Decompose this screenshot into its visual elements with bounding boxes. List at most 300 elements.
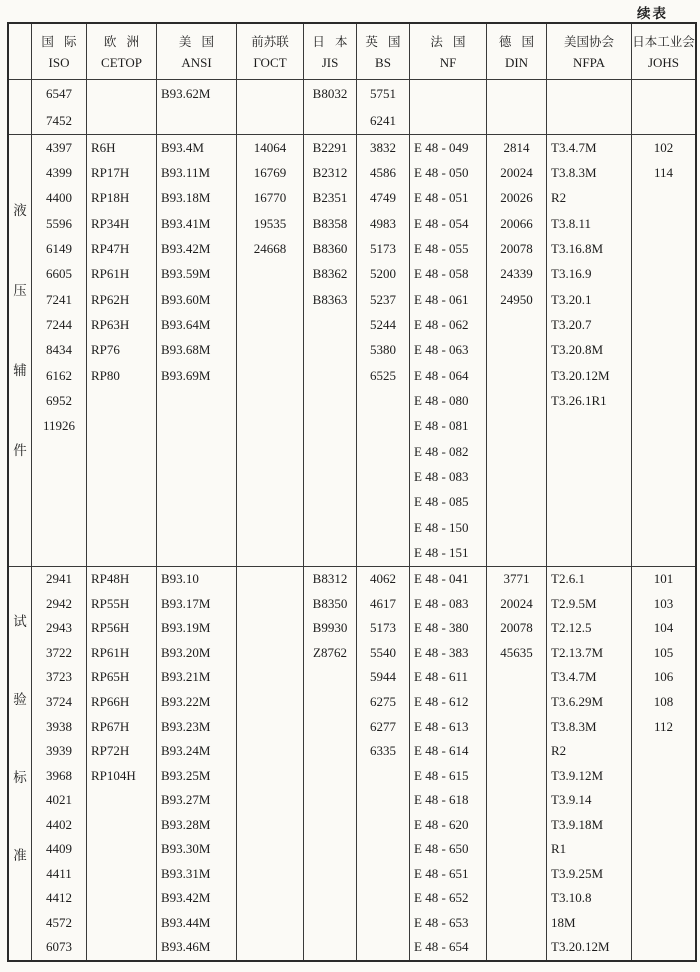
table-value: B8312 <box>312 571 348 587</box>
table-value <box>87 439 156 464</box>
table-value <box>487 80 546 107</box>
table-value: B93.27M <box>161 792 211 808</box>
table-value <box>304 541 356 566</box>
table-value: B8350 <box>312 595 348 611</box>
table-value: 4021 <box>46 792 72 808</box>
table-value <box>357 837 409 862</box>
table-value: B93.25M <box>161 767 211 783</box>
table-value <box>357 439 409 464</box>
table-value: RP67H <box>91 718 130 734</box>
header-country-name: 国 际 <box>41 35 77 49</box>
table-value <box>237 262 303 287</box>
table-value <box>487 862 546 887</box>
table-value: 4399 <box>46 165 72 181</box>
table-section-1 <box>9 134 695 566</box>
table-value: B93.46M <box>161 939 211 955</box>
table-value <box>487 911 546 936</box>
table-value <box>32 515 86 540</box>
table-value <box>87 812 156 837</box>
header-cell-ansi <box>157 24 237 79</box>
table-value: B93.62M <box>161 85 211 101</box>
table-value: 24950 <box>500 291 533 307</box>
table-value: E 48 - 085 <box>414 494 469 510</box>
table-value: 20078 <box>500 241 533 257</box>
table-value: E 48 - 050 <box>414 165 469 181</box>
table-value: E 48 - 080 <box>414 393 469 409</box>
table-value <box>357 911 409 936</box>
table-value: R1 <box>551 841 567 857</box>
table-value <box>32 541 86 566</box>
table-value <box>632 186 695 211</box>
table-value <box>87 935 156 960</box>
table-value: 5944 <box>370 669 396 685</box>
table-value <box>357 812 409 837</box>
table-value <box>304 414 356 439</box>
header-country-name: 英 国 <box>365 35 401 49</box>
table-value <box>32 490 86 515</box>
table-value: 108 <box>653 694 674 709</box>
table-value: 2814 <box>503 139 530 155</box>
table-value: B93.64M <box>161 317 211 333</box>
table-value <box>87 414 156 439</box>
table-value <box>632 812 695 837</box>
header-country-name: 美 国 <box>178 35 215 49</box>
table-value <box>632 515 695 540</box>
table-value <box>547 439 631 464</box>
table-header-row <box>9 24 695 80</box>
table-value <box>304 837 356 862</box>
table-value: T3.8.11 <box>551 215 591 231</box>
table-value <box>304 862 356 887</box>
table-value: T3.16.9 <box>551 266 592 282</box>
table-value <box>87 490 156 515</box>
table-value <box>304 812 356 837</box>
table-value: 4983 <box>370 215 396 231</box>
header-country-name: 日 本 <box>312 35 348 49</box>
header-org-abbr: ГОСТ <box>253 55 287 70</box>
table-value <box>304 107 356 134</box>
table-value <box>237 690 303 715</box>
table-value: T3.9.14 <box>551 792 592 808</box>
column-cell-ansi <box>157 80 237 134</box>
table-value: 7244 <box>46 317 72 333</box>
table-value: E 48 - 653 <box>414 914 469 930</box>
table-value <box>304 665 356 690</box>
table-value: 20026 <box>500 190 533 206</box>
table-value <box>87 464 156 489</box>
table-value <box>487 312 546 337</box>
table-value: B93.11M <box>161 165 210 181</box>
table-value: B8032 <box>312 85 348 101</box>
section-label <box>9 567 32 960</box>
table-value <box>487 107 546 134</box>
table-value <box>304 312 356 337</box>
column-cell-nfpa <box>547 567 632 960</box>
table-value: B93.21M <box>161 669 211 685</box>
table-value: B93.23M <box>161 718 211 734</box>
section-label-char: 件 <box>13 443 27 458</box>
table-value <box>237 287 303 312</box>
table-value <box>487 739 546 764</box>
table-value <box>237 592 303 617</box>
table-value: B2351 <box>312 190 348 206</box>
table-value: RP61H <box>91 644 130 660</box>
table-value: RP80 <box>91 367 120 383</box>
column-cell-gost <box>237 80 304 134</box>
table-value: 5173 <box>370 620 396 636</box>
table-value <box>304 763 356 788</box>
table-value: B93.19M <box>161 620 211 636</box>
table-value <box>632 414 695 439</box>
header-org-abbr: JOHS <box>647 55 680 70</box>
table-value: E 48 - 383 <box>414 644 469 660</box>
header-cell-johs <box>632 24 695 79</box>
table-value: 6275 <box>370 694 396 709</box>
table-value <box>487 763 546 788</box>
table-value <box>237 439 303 464</box>
table-value: T3.8.3M <box>551 165 597 181</box>
table-value <box>357 788 409 813</box>
column-cell-nf <box>410 135 487 566</box>
table-value <box>87 886 156 911</box>
table-value <box>87 788 156 813</box>
table-value: RP47H <box>91 241 130 257</box>
table-value <box>632 439 695 464</box>
continued-table-label: 续表 <box>637 6 668 21</box>
table-value <box>410 107 486 134</box>
table-value: B93.41M <box>161 215 211 231</box>
table-value: T3.20.7 <box>551 317 592 333</box>
table-value: E 48 - 611 <box>414 669 469 685</box>
table-value: RP48H <box>91 571 130 587</box>
table-value <box>304 338 356 363</box>
table-value <box>632 490 695 515</box>
table-value: 4412 <box>46 890 72 906</box>
table-value: E 48 - 651 <box>414 865 469 881</box>
table-value <box>487 837 546 862</box>
header-cell-row-label <box>9 24 32 79</box>
table-value: B93.24M <box>161 743 211 759</box>
header-org-abbr: ISO <box>48 55 70 70</box>
table-value: RP34H <box>91 215 130 231</box>
table-value: 3723 <box>46 669 72 685</box>
column-cell-din <box>487 135 547 566</box>
section-label-char: 标 <box>13 770 27 785</box>
header-country-name: 德 国 <box>498 35 535 49</box>
table-value: T2.13.7M <box>551 644 603 660</box>
table-value: B93.42M <box>161 241 211 257</box>
table-value: T3.20.8M <box>551 342 603 358</box>
table-value: B8363 <box>312 291 348 307</box>
table-value: 24339 <box>500 266 533 282</box>
table-value: B93.69M <box>161 367 211 383</box>
table-value <box>157 515 236 540</box>
table-value <box>632 80 695 107</box>
table-value <box>357 464 409 489</box>
table-value: E 48 - 061 <box>414 291 469 307</box>
table-value <box>237 388 303 413</box>
header-org-abbr: DIN <box>504 55 529 70</box>
table-value: 3724 <box>46 694 72 709</box>
table-value: E 48 - 049 <box>414 139 469 155</box>
header-org-abbr: BS <box>375 55 391 70</box>
table-value: T2.12.5 <box>551 620 592 636</box>
table-value: 4749 <box>370 190 396 206</box>
section-label-char: 验 <box>13 692 27 707</box>
table-value: E 48 - 083 <box>414 469 469 485</box>
table-value <box>304 690 356 715</box>
table-value: B8358 <box>312 215 348 231</box>
table-value: 20024 <box>500 165 533 181</box>
table-value <box>632 363 695 388</box>
table-value <box>304 439 356 464</box>
header-cell-din <box>487 24 547 79</box>
section-label-char: 液 <box>13 203 27 218</box>
table-value <box>237 515 303 540</box>
table-value: 5173 <box>370 241 396 257</box>
table-value: 6335 <box>370 743 396 759</box>
section-label <box>9 80 32 134</box>
column-cell-gost <box>237 567 304 960</box>
column-cell-jis <box>304 80 357 134</box>
table-value <box>632 788 695 813</box>
table-value: 4586 <box>370 165 396 181</box>
header-cell-jis <box>304 24 357 79</box>
table-value: RP72H <box>91 743 130 759</box>
table-value: B2291 <box>312 139 348 155</box>
table-value: 24668 <box>253 241 287 257</box>
column-cell-din <box>487 567 547 960</box>
table-value <box>237 464 303 489</box>
table-value <box>357 388 409 413</box>
table-value: R2 <box>551 190 567 206</box>
table-value: B93.20M <box>161 644 211 660</box>
table-value <box>487 439 546 464</box>
table-value: T3.20.12M <box>551 367 610 383</box>
table-value <box>632 935 695 960</box>
header-country-name: 欧 洲 <box>103 35 140 49</box>
column-cell-cetop <box>87 80 157 134</box>
table-value: E 48 - 151 <box>414 545 469 561</box>
column-cell-din <box>487 80 547 134</box>
table-value: T3.20.1 <box>551 291 592 307</box>
table-value <box>157 107 236 134</box>
table-value: RP62H <box>91 291 130 307</box>
table-value: R6H <box>91 139 116 155</box>
table-value: 7241 <box>46 291 72 307</box>
table-value <box>87 837 156 862</box>
table-value: 2942 <box>46 595 72 611</box>
table-value: E 48 - 083 <box>414 595 469 611</box>
table-value: E 48 - 618 <box>414 792 469 808</box>
table-value <box>547 80 631 107</box>
table-value: B93.4M <box>161 139 204 155</box>
table-value <box>487 363 546 388</box>
column-cell-jis <box>304 567 357 960</box>
table-value: 114 <box>653 165 674 181</box>
table-value: RP61H <box>91 266 130 282</box>
table-value <box>157 439 236 464</box>
table-value: 45635 <box>500 644 533 660</box>
table-value <box>237 338 303 363</box>
table-value: T3.9.25M <box>551 865 603 881</box>
table-value: 2941 <box>46 571 72 587</box>
table-value: 4411 <box>46 865 72 881</box>
table-value <box>632 211 695 236</box>
table-value: 6547 <box>46 85 72 101</box>
table-value: 5596 <box>46 215 72 231</box>
column-cell-bs <box>357 567 410 960</box>
table-value <box>304 363 356 388</box>
header-cell-gost <box>237 24 304 79</box>
table-value: 11926 <box>42 418 76 434</box>
table-value: B93.22M <box>161 694 211 709</box>
header-org-abbr: NFPA <box>572 55 606 70</box>
table-value: 4062 <box>370 571 396 587</box>
table-value: 104 <box>653 620 674 636</box>
table-value <box>487 714 546 739</box>
table-value: 103 <box>653 595 674 611</box>
table-value <box>237 739 303 764</box>
table-value <box>632 837 695 862</box>
table-value: E 48 - 054 <box>414 215 469 231</box>
table-value <box>237 363 303 388</box>
table-value: 5540 <box>370 644 396 660</box>
table-value: 5751 <box>370 85 396 101</box>
table-value: E 48 - 064 <box>414 367 469 383</box>
table-value <box>237 541 303 566</box>
table-value: 5244 <box>370 317 396 333</box>
column-cell-iso <box>32 135 87 566</box>
table-value <box>547 515 631 540</box>
header-cell-cetop <box>87 24 157 79</box>
table-value: 101 <box>653 571 674 587</box>
table-value <box>237 763 303 788</box>
table-value: B8360 <box>312 241 348 257</box>
table-value <box>487 490 546 515</box>
table-value <box>487 690 546 715</box>
table-value: E 48 - 051 <box>414 190 469 206</box>
table-value <box>487 541 546 566</box>
table-value: 6162 <box>46 367 72 383</box>
table-value <box>304 515 356 540</box>
table-value: 3968 <box>46 767 72 783</box>
table-value <box>87 911 156 936</box>
table-value: T3.6.29M <box>551 694 603 709</box>
table-value: B93.68M <box>161 342 211 358</box>
table-value <box>237 80 303 107</box>
column-cell-bs <box>357 80 410 134</box>
table-value: E 48 - 614 <box>414 743 469 759</box>
table-value: RP76 <box>91 342 120 358</box>
table-value <box>237 862 303 887</box>
column-cell-johs <box>632 567 695 960</box>
table-value <box>632 541 695 566</box>
table-value: B93.59M <box>161 266 211 282</box>
table-value: RP18H <box>91 190 130 206</box>
table-value <box>87 80 156 107</box>
table-value: 14064 <box>253 139 287 155</box>
table-value: B93.60M <box>161 291 211 307</box>
table-value: E 48 - 055 <box>414 241 469 257</box>
table-value: 4617 <box>370 595 396 611</box>
table-value: 3832 <box>370 139 396 155</box>
table-value: RP56H <box>91 620 130 636</box>
table-value <box>32 439 86 464</box>
header-country-name: 法 国 <box>430 35 466 49</box>
table-value <box>487 935 546 960</box>
table-value <box>547 107 631 134</box>
table-value <box>547 414 631 439</box>
table-value: E 48 - 062 <box>414 317 469 333</box>
table-value: 6525 <box>370 367 396 383</box>
column-cell-johs <box>632 80 695 134</box>
table-value: E 48 - 041 <box>414 571 469 587</box>
column-cell-nfpa <box>547 135 632 566</box>
table-value <box>487 464 546 489</box>
table-value <box>487 812 546 837</box>
table-value <box>237 935 303 960</box>
table-value: RP65H <box>91 669 130 685</box>
header-org-abbr: ANSI <box>181 55 212 70</box>
table-value: B2312 <box>312 165 348 181</box>
standards-cross-reference-table <box>7 22 697 962</box>
table-value: B93.31M <box>161 865 211 881</box>
table-value <box>304 490 356 515</box>
table-value: RP66H <box>91 694 130 709</box>
table-value <box>32 464 86 489</box>
table-value: B93.30M <box>161 841 211 857</box>
table-value <box>632 287 695 312</box>
table-value: B8362 <box>312 266 348 282</box>
table-value <box>547 464 631 489</box>
table-value: E 48 - 654 <box>414 939 469 955</box>
header-cell-bs <box>357 24 410 79</box>
table-value: T2.6.1 <box>551 571 585 587</box>
section-label-char: 压 <box>13 283 27 298</box>
column-cell-nf <box>410 567 487 960</box>
table-body <box>9 80 695 960</box>
column-cell-johs <box>632 135 695 566</box>
table-value: E 48 - 082 <box>414 443 469 459</box>
table-value <box>487 414 546 439</box>
table-value <box>237 414 303 439</box>
table-value: RP17H <box>91 165 130 181</box>
table-value: E 48 - 150 <box>414 519 469 535</box>
table-value <box>157 414 236 439</box>
table-value: B93.44M <box>161 914 211 930</box>
table-value <box>357 862 409 887</box>
table-value <box>632 388 695 413</box>
table-value <box>357 541 409 566</box>
table-value: B9930 <box>312 620 348 636</box>
header-org-abbr: CETOP <box>101 55 142 70</box>
table-value: 3938 <box>46 718 72 734</box>
table-value <box>237 616 303 641</box>
section-label-char: 辅 <box>13 363 27 378</box>
column-cell-cetop <box>87 567 157 960</box>
table-value: 6241 <box>370 112 396 128</box>
table-value: T3.4.7M <box>551 669 597 685</box>
column-cell-iso <box>32 80 87 134</box>
table-value: E 48 - 620 <box>414 816 469 832</box>
table-value <box>357 763 409 788</box>
table-value <box>304 388 356 413</box>
header-cell-nf <box>410 24 487 79</box>
table-value <box>87 541 156 566</box>
header-org-abbr: JIS <box>321 55 339 70</box>
table-value: 5200 <box>370 266 396 282</box>
